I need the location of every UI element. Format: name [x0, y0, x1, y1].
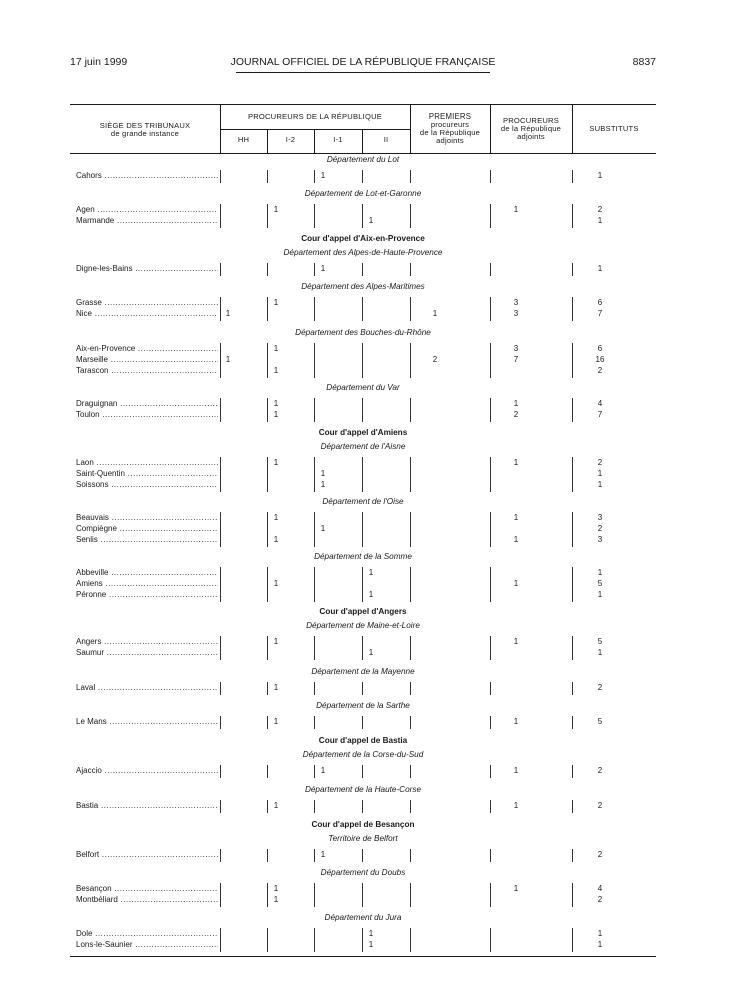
cell-proc: 1: [513, 801, 519, 810]
tribunal-name: Le Mans .....: [76, 717, 218, 727]
column-segment-line: [572, 849, 573, 862]
cell-i2: 1: [273, 717, 279, 726]
column-segment-line: [410, 716, 411, 729]
column-segment-line: [267, 457, 268, 492]
column-segment-line: [362, 928, 363, 952]
column-segment-line: [490, 204, 491, 228]
court-heading: Cour d'appel d'Amiens: [318, 428, 408, 437]
column-segment-line: [362, 800, 363, 813]
department-heading: Département de l'Aisne: [320, 442, 406, 451]
department-heading: Département de la Corse-du-Sud: [302, 750, 424, 759]
column-segment-line: [572, 716, 573, 729]
column-segment-line: [267, 883, 268, 907]
cell-i1: 1: [320, 766, 326, 775]
header-procureurs-adjoints-line-2: de la République: [500, 124, 562, 133]
department-heading: Département des Alpes-Maritimes: [301, 282, 425, 291]
column-segment-line: [572, 636, 573, 660]
department-heading: Département du Lot: [326, 155, 400, 164]
cell-sub: 1: [597, 264, 603, 273]
journal-title: JOURNAL OFFICIEL DE LA RÉPUBLIQUE FRANÇAISE: [230, 56, 496, 68]
column-segment-line: [267, 204, 268, 228]
column-segment-line: [410, 800, 411, 813]
column-segment-line: [220, 263, 221, 276]
cell-ii: 1: [368, 568, 374, 577]
cell-i2: 1: [273, 458, 279, 467]
column-segment-line: [362, 567, 363, 602]
column-segment-line: [410, 567, 411, 602]
cell-sub: 2: [597, 683, 603, 692]
cell-prem: 1: [432, 309, 438, 318]
page-number: 8837: [632, 56, 656, 68]
column-segment-line: [314, 263, 315, 276]
column-segment-line: [572, 928, 573, 952]
column-segment-line: [362, 636, 363, 660]
tribunal-name: Compiègne .....: [76, 524, 218, 534]
column-segment-line: [410, 204, 411, 228]
cell-sub: 5: [597, 579, 603, 588]
tribunal-name: Saint-Quentin .....: [76, 469, 218, 479]
tribunal-name: Digne-les-Bains .....: [76, 264, 218, 274]
cell-proc: 1: [513, 399, 519, 408]
table-header: [70, 104, 656, 154]
department-heading: Département du Var: [326, 383, 400, 392]
cell-i2: 1: [273, 513, 279, 522]
column-segment-line: [410, 457, 411, 492]
column-segment-line: [410, 170, 411, 183]
column-segment-line: [490, 567, 491, 602]
column-segment-line: [410, 512, 411, 547]
court-heading: Cour d'appel d'Aix-en-Provence: [301, 234, 425, 243]
column-segment-line: [410, 849, 411, 862]
column-segment-line: [410, 263, 411, 276]
tribunal-name: Bastia .....: [76, 801, 218, 811]
column-segment-line: [572, 512, 573, 547]
column-segment-line: [267, 263, 268, 276]
column-segment-line: [267, 636, 268, 660]
page-header: [70, 56, 656, 70]
cell-proc: 1: [513, 637, 519, 646]
tribunal-name: Cahors .....: [76, 171, 218, 181]
cell-sub: 7: [597, 309, 603, 318]
column-segment-line: [267, 170, 268, 183]
column-segment-line: [267, 398, 268, 422]
column-segment-line: [220, 204, 221, 228]
header-premiers: [410, 113, 490, 145]
cell-sub: 16: [595, 355, 605, 364]
column-segment-line: [314, 682, 315, 695]
column-segment-line: [220, 883, 221, 907]
column-segment-line: [490, 800, 491, 813]
column-segment-line: [410, 343, 411, 378]
column-segment-line: [314, 457, 315, 492]
header-procureurs-adjoints: [490, 117, 572, 141]
cell-proc: 1: [513, 766, 519, 775]
column-segment-line: [362, 682, 363, 695]
cell-proc: 1: [513, 458, 519, 467]
column-segment-line: [572, 343, 573, 378]
cell-i2: 1: [273, 410, 279, 419]
column-segment-line: [572, 297, 573, 321]
cell-i2: 1: [273, 535, 279, 544]
column-segment-line: [362, 170, 363, 183]
tribunal-name: Péronne .....: [76, 590, 218, 600]
column-segment-line: [572, 800, 573, 813]
column-segment-line: [490, 928, 491, 952]
tribunal-name: Saumur .....: [76, 648, 218, 658]
cell-proc: 3: [513, 298, 519, 307]
column-segment-line: [490, 765, 491, 778]
column-segment-line: [572, 398, 573, 422]
cell-i2: 1: [273, 579, 279, 588]
column-segment-line: [490, 849, 491, 862]
department-heading: Département de la Somme: [314, 552, 412, 561]
court-heading: Cour d'appel de Bastia: [318, 736, 408, 745]
cell-sub: 5: [597, 637, 603, 646]
cell-prem: 2: [432, 355, 438, 364]
tribunal-name: Toulon .....: [76, 410, 218, 420]
tribunal-name: Tarascon .....: [76, 366, 218, 376]
cell-i1: 1: [320, 469, 326, 478]
column-segment-line: [490, 170, 491, 183]
department-heading: Département de Maine-et-Loire: [306, 621, 420, 630]
column-segment-line: [314, 849, 315, 862]
cell-i2: 1: [273, 205, 279, 214]
cell-sub: 1: [597, 480, 603, 489]
column-segment-line: [220, 716, 221, 729]
column-segment-line: [572, 263, 573, 276]
column-segment-line: [490, 297, 491, 321]
tribunal-name: Abbeville .....: [76, 568, 218, 578]
cell-i1: 1: [320, 264, 326, 273]
column-segment-line: [220, 765, 221, 778]
cell-proc: 1: [513, 884, 519, 893]
column-segment-line: [220, 170, 221, 183]
column-segment-line: [362, 343, 363, 378]
tribunal-name: Besançon .....: [76, 884, 218, 894]
column-segment-line: [267, 297, 268, 321]
column-segment-line: [220, 567, 221, 602]
tribunal-name: Aix-en-Provence .....: [76, 344, 218, 354]
cell-sub: 2: [597, 895, 603, 904]
column-segment-line: [490, 883, 491, 907]
header-substituts: SUBSTITUTS: [589, 124, 639, 133]
column-segment-line: [314, 883, 315, 907]
tribunal-name: Angers .....: [76, 637, 218, 647]
department-heading: Département des Bouches-du-Rhône: [295, 328, 431, 337]
column-segment-line: [314, 343, 315, 378]
column-segment-line: [314, 716, 315, 729]
column-segment-line: [362, 204, 363, 228]
tribunal-name: Ajaccio .....: [76, 766, 218, 776]
cell-i2: 1: [273, 637, 279, 646]
cell-sub: 3: [597, 535, 603, 544]
column-segment-line: [220, 636, 221, 660]
department-heading: Département des Alpes-de-Haute-Provence: [283, 248, 443, 257]
column-segment-line: [490, 457, 491, 492]
cell-proc: 3: [513, 309, 519, 318]
column-segment-line: [490, 398, 491, 422]
column-segment-line: [410, 883, 411, 907]
cell-ii: 1: [368, 940, 374, 949]
column-segment-line: [267, 800, 268, 813]
court-heading: Cour d'appel de Besançon: [311, 820, 415, 829]
tribunal-name: Lons-le-Saunier .....: [76, 940, 218, 950]
cell-i2: 1: [273, 884, 279, 893]
tribunal-name: Belfort .....: [76, 850, 218, 860]
column-segment-line: [314, 297, 315, 321]
cell-ii: 1: [368, 929, 374, 938]
column-segment-line: [220, 398, 221, 422]
cell-i1: 1: [320, 480, 326, 489]
cell-i2: 1: [273, 344, 279, 353]
tribunal-name: Dole .....: [76, 929, 218, 939]
department-heading: Département de la Mayenne: [311, 667, 415, 676]
column-segment-line: [572, 457, 573, 492]
column-segment-line: [220, 682, 221, 695]
column-segment-line: [572, 682, 573, 695]
column-segment-line: [220, 457, 221, 492]
department-heading: Département du Jura: [324, 913, 402, 922]
tribunal-name: Agen .....: [76, 205, 218, 215]
cell-i2: 1: [273, 683, 279, 692]
tribunal-name: Amiens .....: [76, 579, 218, 589]
tribunal-name: Marseille .....: [76, 355, 218, 365]
department-heading: Département de la Haute-Corse: [304, 785, 422, 794]
column-segment-line: [362, 849, 363, 862]
column-segment-line: [220, 297, 221, 321]
cell-sub: 1: [597, 929, 603, 938]
column-segment-line: [490, 343, 491, 378]
cell-i2: 1: [273, 801, 279, 810]
column-segment-line: [220, 343, 221, 378]
column-segment-line: [410, 297, 411, 321]
column-segment-line: [267, 343, 268, 378]
publication-date: 17 juin 1999: [70, 56, 128, 68]
header-premiers-line-4: adjoints: [436, 136, 464, 145]
tribunal-name: Beauvais .....: [76, 513, 218, 523]
cell-sub: 6: [597, 344, 603, 353]
tribunal-name: Grasse .....: [76, 298, 218, 308]
cell-sub: 4: [597, 399, 603, 408]
column-segment-line: [314, 512, 315, 547]
column-segment-line: [362, 297, 363, 321]
column-segment-line: [362, 883, 363, 907]
header-hh: HH: [237, 135, 250, 144]
header-siege-line-2: de grande instance: [110, 129, 180, 138]
column-segment-line: [267, 682, 268, 695]
column-segment-line: [410, 398, 411, 422]
header-procureurs-group: PROCUREURS DE LA RÉPUBLIQUE: [247, 112, 383, 121]
cell-i2: 1: [273, 366, 279, 375]
column-segment-line: [314, 765, 315, 778]
cell-sub: 3: [597, 513, 603, 522]
cell-sub: 1: [597, 940, 603, 949]
column-segment-line: [314, 800, 315, 813]
tribunal-name: Laon .....: [76, 458, 218, 468]
cell-sub: 2: [597, 801, 603, 810]
cell-sub: 1: [597, 648, 603, 657]
cell-sub: 2: [597, 850, 603, 859]
column-segment-line: [490, 636, 491, 660]
column-segment-line: [410, 765, 411, 778]
cell-i1: 1: [320, 524, 326, 533]
cell-proc: 1: [513, 513, 519, 522]
cell-sub: 1: [597, 568, 603, 577]
header-procureurs-adjoints-line-3: adjoints: [517, 132, 545, 141]
column-segment-line: [572, 567, 573, 602]
cell-sub: 7: [597, 410, 603, 419]
column-segment-line: [572, 765, 573, 778]
column-segment-line: [314, 567, 315, 602]
column-segment-line: [220, 849, 221, 862]
column-segment-line: [314, 928, 315, 952]
header-premiers-line-2: procureurs: [430, 120, 470, 129]
department-heading: Département du Doubs: [320, 868, 406, 877]
column-segment-line: [362, 457, 363, 492]
column-segment-line: [362, 263, 363, 276]
department-heading: Département de l'Oise: [322, 497, 404, 506]
cell-proc: 1: [513, 717, 519, 726]
column-segment-line: [410, 928, 411, 952]
column-segment-line: [362, 398, 363, 422]
table-bottom-rule: [70, 956, 656, 957]
tribunal-name: Senlis .....: [76, 535, 218, 545]
tribunal-name: Soissons .....: [76, 480, 218, 490]
column-segment-line: [572, 204, 573, 228]
cell-sub: 1: [597, 469, 603, 478]
cell-sub: 2: [597, 458, 603, 467]
cell-i2: 1: [273, 895, 279, 904]
column-segment-line: [490, 716, 491, 729]
court-heading: Cour d'appel d'Angers: [319, 607, 407, 616]
column-segment-line: [410, 636, 411, 660]
tribunals-table: [70, 104, 656, 956]
column-segment-line: [267, 716, 268, 729]
cell-sub: 1: [597, 590, 603, 599]
cell-ii: 1: [368, 648, 374, 657]
cell-sub: 2: [597, 205, 603, 214]
column-segment-line: [490, 512, 491, 547]
cell-proc: 1: [513, 579, 519, 588]
header-rule: [236, 72, 490, 73]
tribunal-name: Draguignan .....: [76, 399, 218, 409]
cell-sub: 5: [597, 717, 603, 726]
column-segment-line: [362, 716, 363, 729]
column-segment-line: [220, 512, 221, 547]
header-procureurs-adjoints-line-1: PROCUREURS: [502, 116, 559, 125]
header-premiers-line-1: PREMIERS: [428, 112, 472, 121]
cell-i2: 1: [273, 399, 279, 408]
cell-proc: 1: [513, 535, 519, 544]
cell-ii: 1: [368, 216, 374, 225]
column-segment-line: [490, 682, 491, 695]
column-segment-line: [314, 204, 315, 228]
column-segment-line: [267, 849, 268, 862]
tribunal-name: Laval .....: [76, 683, 218, 693]
cell-i1: 1: [320, 171, 326, 180]
header-i2: I-2: [285, 135, 296, 144]
department-heading: Territoire de Belfort: [328, 834, 398, 843]
tribunal-name: Montbéliard .....: [76, 895, 218, 905]
column-segment-line: [267, 567, 268, 602]
cell-sub: 1: [597, 171, 603, 180]
cell-hh: 1: [225, 355, 231, 364]
header-ii: II: [383, 135, 389, 144]
cell-proc: 7: [513, 355, 519, 364]
column-segment-line: [314, 636, 315, 660]
cell-proc: 3: [513, 344, 519, 353]
column-segment-line: [267, 765, 268, 778]
column-segment-line: [410, 682, 411, 695]
header-subrule: [220, 129, 410, 130]
department-heading: Département de Lot-et-Garonne: [304, 189, 422, 198]
column-segment-line: [314, 398, 315, 422]
header-siege-line-1: SIÈGE DES TRIBUNAUX: [99, 121, 191, 130]
column-segment-line: [220, 800, 221, 813]
column-segment-line: [220, 928, 221, 952]
cell-hh: 1: [225, 309, 231, 318]
column-segment-line: [572, 170, 573, 183]
column-segment-line: [267, 512, 268, 547]
department-heading: Département de la Sarthe: [316, 701, 410, 710]
header-premiers-line-3: de la République: [419, 128, 481, 137]
cell-i2: 1: [273, 298, 279, 307]
cell-sub: 4: [597, 884, 603, 893]
tribunal-name: Nice .....: [76, 309, 218, 319]
cell-ii: 1: [368, 590, 374, 599]
cell-proc: 2: [513, 410, 519, 419]
cell-sub: 2: [597, 524, 603, 533]
column-segment-line: [490, 263, 491, 276]
column-segment-line: [267, 928, 268, 952]
column-segment-line: [362, 512, 363, 547]
cell-sub: 2: [597, 366, 603, 375]
header-siege: [70, 122, 220, 138]
cell-sub: 6: [597, 298, 603, 307]
cell-sub: 1: [597, 216, 603, 225]
cell-proc: 1: [513, 205, 519, 214]
column-segment-line: [362, 765, 363, 778]
cell-sub: 2: [597, 766, 603, 775]
column-segment-line: [314, 170, 315, 183]
column-segment-line: [572, 883, 573, 907]
header-i1: I-1: [333, 135, 343, 144]
tribunal-name: Marmande .....: [76, 216, 218, 226]
cell-i1: 1: [320, 850, 326, 859]
